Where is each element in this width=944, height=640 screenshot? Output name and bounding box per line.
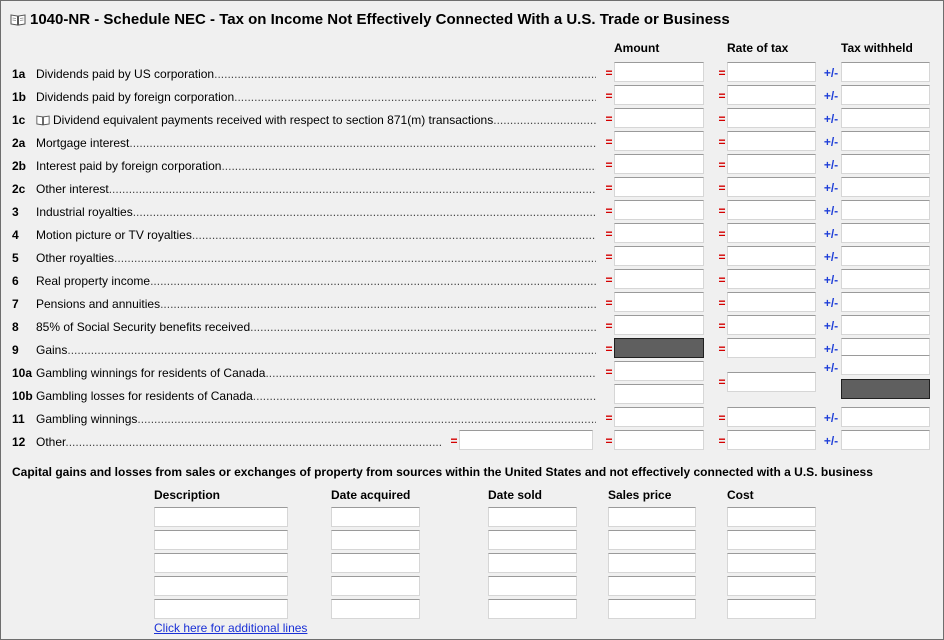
line-number: 3 bbox=[12, 205, 19, 219]
plus-minus-sign: +/- bbox=[823, 273, 839, 287]
line-number: 2a bbox=[12, 136, 26, 150]
rate-field-canada[interactable] bbox=[727, 372, 816, 392]
equals-sign: = bbox=[605, 434, 613, 448]
sales-price-field[interactable] bbox=[608, 530, 696, 550]
column-header-amount: Amount bbox=[614, 41, 660, 55]
rate-field[interactable] bbox=[727, 338, 816, 358]
sales-price-field[interactable] bbox=[608, 599, 696, 619]
equals-sign: = bbox=[605, 365, 613, 379]
rate-field[interactable] bbox=[727, 200, 816, 220]
equals-sign: = bbox=[605, 112, 613, 126]
equals-sign: = bbox=[718, 296, 726, 310]
plus-minus-sign: +/- bbox=[823, 227, 839, 241]
plus-minus-sign: +/- bbox=[823, 361, 839, 375]
amount-field[interactable] bbox=[614, 361, 704, 381]
amount-field[interactable] bbox=[614, 108, 704, 128]
line-label bbox=[36, 90, 596, 104]
equals-sign: = bbox=[605, 342, 613, 356]
line-label-text: Other interest bbox=[36, 182, 109, 196]
form-row bbox=[1, 223, 944, 246]
line-label-text: Gains bbox=[36, 343, 68, 357]
tax-withheld-field[interactable] bbox=[841, 85, 930, 105]
line-number: 12 bbox=[12, 435, 26, 449]
cost-field[interactable] bbox=[727, 530, 816, 550]
tax-withheld-field[interactable] bbox=[841, 246, 930, 266]
tax-withheld-field[interactable] bbox=[841, 355, 930, 375]
line-label bbox=[36, 412, 596, 426]
form-row bbox=[1, 131, 944, 154]
line-label bbox=[36, 389, 596, 403]
equals-sign: = bbox=[718, 319, 726, 333]
line-number: 11 bbox=[12, 412, 25, 426]
line-label-text: Real property income bbox=[36, 274, 151, 288]
line-number: 8 bbox=[12, 320, 19, 334]
equals-sign: = bbox=[718, 342, 726, 356]
amount-field[interactable] bbox=[614, 85, 704, 105]
line-number: 7 bbox=[12, 297, 19, 311]
equals-sign: = bbox=[718, 375, 726, 389]
equals-sign: = bbox=[605, 181, 613, 195]
rate-field[interactable] bbox=[727, 62, 816, 82]
form-row bbox=[1, 430, 944, 453]
cost-field[interactable] bbox=[727, 507, 816, 527]
description-field[interactable] bbox=[154, 576, 288, 596]
form-row bbox=[1, 154, 944, 177]
other-amount-field[interactable] bbox=[459, 430, 593, 450]
form-title-text: 1040-NR - Schedule NEC - Tax on Income Not Effectively Connected With a U.S. Trade or Business bbox=[30, 10, 730, 28]
line-label bbox=[36, 159, 596, 173]
form-title bbox=[10, 9, 730, 29]
line-number: 10b bbox=[12, 389, 33, 403]
line-number: 1b bbox=[12, 90, 27, 104]
plus-minus-sign: +/- bbox=[823, 250, 839, 264]
form-row bbox=[1, 62, 944, 85]
line-number: 9 bbox=[12, 343, 19, 357]
equals-sign: = bbox=[605, 89, 613, 103]
plus-minus-sign: +/- bbox=[823, 411, 839, 425]
rate-field[interactable] bbox=[727, 315, 816, 335]
line-label-text: Interest paid by foreign corporation bbox=[36, 159, 222, 173]
equals-sign: = bbox=[605, 273, 613, 287]
equals-sign: = bbox=[718, 273, 726, 287]
line-label-text: Mortgage interest bbox=[36, 136, 130, 150]
form-row bbox=[1, 200, 944, 223]
line-label-text: Other royalties bbox=[36, 251, 115, 265]
sales-price-field[interactable] bbox=[608, 553, 696, 573]
tax-withheld-field[interactable] bbox=[841, 430, 930, 450]
form-row bbox=[1, 246, 944, 269]
tax-withheld-field[interactable] bbox=[841, 223, 930, 243]
amount-field[interactable] bbox=[614, 200, 704, 220]
amount-field[interactable] bbox=[614, 62, 704, 82]
rate-field[interactable] bbox=[727, 85, 816, 105]
plus-minus-sign: +/- bbox=[823, 296, 839, 310]
column-header-rate: Rate of tax bbox=[727, 41, 789, 55]
equals-sign: = bbox=[718, 227, 726, 241]
date-sold-field[interactable] bbox=[488, 553, 577, 573]
line-label bbox=[36, 251, 596, 265]
rate-field[interactable] bbox=[727, 108, 816, 128]
cap-header-sales-price: Sales price bbox=[608, 488, 672, 502]
tax-withheld-field[interactable] bbox=[841, 315, 930, 335]
line-label-text: Dividends paid by US corporation bbox=[36, 67, 215, 81]
line-label-text: Motion picture or TV royalties bbox=[36, 228, 192, 242]
date-acquired-field[interactable] bbox=[331, 530, 420, 550]
equals-sign: = bbox=[718, 434, 726, 448]
date-sold-field[interactable] bbox=[488, 599, 577, 619]
description-field[interactable] bbox=[154, 599, 288, 619]
line-number: 1a bbox=[12, 67, 26, 81]
rate-field[interactable] bbox=[727, 292, 816, 312]
equals-sign: = bbox=[718, 158, 726, 172]
line-label-text: Dividends paid by foreign corporation bbox=[36, 90, 235, 104]
plus-minus-sign: +/- bbox=[823, 342, 839, 356]
line-number: 5 bbox=[12, 251, 19, 265]
plus-minus-sign: +/- bbox=[823, 112, 839, 126]
rate-field[interactable] bbox=[727, 223, 816, 243]
amount-field[interactable] bbox=[614, 315, 704, 335]
date-acquired-field[interactable] bbox=[331, 576, 420, 596]
tax-withheld-field[interactable] bbox=[841, 407, 930, 427]
amount-field[interactable] bbox=[614, 384, 704, 404]
date-acquired-field[interactable] bbox=[331, 507, 420, 527]
form-row bbox=[1, 177, 944, 200]
book-icon[interactable] bbox=[10, 13, 26, 26]
equals-sign: = bbox=[718, 135, 726, 149]
tax-withheld-field[interactable] bbox=[841, 292, 930, 312]
line-label bbox=[36, 182, 596, 196]
cost-field[interactable] bbox=[727, 576, 816, 596]
cap-header-cost: Cost bbox=[727, 488, 754, 502]
line-label bbox=[36, 320, 596, 334]
book-icon[interactable] bbox=[36, 114, 50, 126]
amount-field[interactable] bbox=[614, 407, 704, 427]
form-row bbox=[1, 85, 944, 108]
cap-header-date-sold: Date sold bbox=[488, 488, 543, 502]
plus-minus-sign: +/- bbox=[823, 135, 839, 149]
form-row bbox=[1, 315, 944, 338]
rate-field[interactable] bbox=[727, 269, 816, 289]
line-label bbox=[36, 343, 596, 357]
cap-header-description: Description bbox=[154, 488, 221, 502]
rate-field[interactable] bbox=[727, 430, 816, 450]
plus-minus-sign: +/- bbox=[823, 66, 839, 80]
line-label bbox=[36, 366, 596, 380]
date-sold-field[interactable] bbox=[488, 530, 577, 550]
equals-sign: = bbox=[718, 411, 726, 425]
equals-sign: = bbox=[605, 319, 613, 333]
cost-field[interactable] bbox=[727, 599, 816, 619]
amount-field[interactable] bbox=[614, 292, 704, 312]
line-number: 1c bbox=[12, 113, 26, 127]
cost-field[interactable] bbox=[727, 553, 816, 573]
equals-sign: = bbox=[718, 89, 726, 103]
line-label bbox=[36, 113, 596, 127]
line-number: 10a bbox=[12, 366, 33, 380]
equals-sign: = bbox=[450, 434, 458, 448]
line-label-text: Other bbox=[36, 435, 66, 449]
line-label bbox=[36, 67, 596, 81]
form-row bbox=[1, 338, 944, 361]
rate-field[interactable] bbox=[727, 246, 816, 266]
line-label-text: Dividend equivalent payments received with respect to section 871(m) transactions bbox=[53, 113, 494, 127]
amount-field[interactable] bbox=[614, 246, 704, 266]
plus-minus-sign: +/- bbox=[823, 89, 839, 103]
line-label bbox=[36, 297, 596, 311]
tax-withheld-field[interactable] bbox=[841, 200, 930, 220]
line-label bbox=[36, 136, 596, 150]
form-row bbox=[1, 108, 944, 131]
equals-sign: = bbox=[605, 66, 613, 80]
equals-sign: = bbox=[605, 227, 613, 241]
line-number: 6 bbox=[12, 274, 19, 288]
plus-minus-sign: +/- bbox=[823, 204, 839, 218]
amount-field-disabled bbox=[614, 338, 704, 358]
sales-price-field[interactable] bbox=[608, 576, 696, 596]
line-label-text: Pensions and annuities bbox=[36, 297, 161, 311]
equals-sign: = bbox=[718, 204, 726, 218]
tax-withheld-field[interactable] bbox=[841, 62, 930, 82]
equals-sign: = bbox=[605, 296, 613, 310]
rate-field[interactable] bbox=[727, 177, 816, 197]
line-number: 4 bbox=[12, 228, 19, 242]
amount-field[interactable] bbox=[614, 430, 704, 450]
equals-sign: = bbox=[605, 411, 613, 425]
rate-field[interactable] bbox=[727, 131, 816, 151]
equals-sign: = bbox=[605, 204, 613, 218]
rate-field[interactable] bbox=[727, 154, 816, 174]
line-number: 2c bbox=[12, 182, 26, 196]
tax-withheld-field[interactable] bbox=[841, 154, 930, 174]
additional-lines-link[interactable]: Click here for additional lines bbox=[154, 621, 308, 635]
equals-sign: = bbox=[718, 66, 726, 80]
equals-sign: = bbox=[605, 250, 613, 264]
form-row bbox=[1, 269, 944, 292]
form-row bbox=[1, 407, 944, 430]
line-label-text: Gambling winnings bbox=[36, 412, 138, 426]
line-label-text: Gambling winnings for residents of Canada bbox=[36, 366, 266, 380]
form-row bbox=[1, 292, 944, 315]
plus-minus-sign: +/- bbox=[823, 158, 839, 172]
plus-minus-sign: +/- bbox=[823, 434, 839, 448]
amount-field[interactable] bbox=[614, 269, 704, 289]
capital-gains-title: Capital gains and losses from sales or exchanges of property from sources within the United States and not effectively connected with a U.S. business bbox=[12, 465, 873, 479]
equals-sign: = bbox=[605, 158, 613, 172]
amount-field[interactable] bbox=[614, 154, 704, 174]
equals-sign: = bbox=[718, 181, 726, 195]
date-acquired-field[interactable] bbox=[331, 553, 420, 573]
tax-withheld-field[interactable] bbox=[841, 269, 930, 289]
amount-field[interactable] bbox=[614, 223, 704, 243]
date-sold-field[interactable] bbox=[488, 507, 577, 527]
equals-sign: = bbox=[718, 250, 726, 264]
line-label-text: Gambling losses for residents of Canada bbox=[36, 389, 253, 403]
date-sold-field[interactable] bbox=[488, 576, 577, 596]
tax-withheld-field[interactable] bbox=[841, 108, 930, 128]
tax-withheld-field[interactable] bbox=[841, 177, 930, 197]
tax-withheld-field-disabled bbox=[841, 379, 930, 399]
line-number: 2b bbox=[12, 159, 27, 173]
description-field[interactable] bbox=[154, 530, 288, 550]
equals-sign: = bbox=[718, 112, 726, 126]
line-label bbox=[36, 228, 596, 242]
date-acquired-field[interactable] bbox=[331, 599, 420, 619]
cap-header-date-acquired: Date acquired bbox=[331, 488, 411, 502]
amount-field[interactable] bbox=[614, 177, 704, 197]
line-label bbox=[36, 205, 596, 219]
description-field[interactable] bbox=[154, 507, 288, 527]
line-label bbox=[36, 274, 596, 288]
line-label-text: Industrial royalties bbox=[36, 205, 133, 219]
description-field[interactable] bbox=[154, 553, 288, 573]
tax-withheld-field[interactable] bbox=[841, 131, 930, 151]
column-header-withheld: Tax withheld bbox=[841, 41, 913, 55]
equals-sign: = bbox=[605, 135, 613, 149]
sales-price-field[interactable] bbox=[608, 507, 696, 527]
rate-field[interactable] bbox=[727, 407, 816, 427]
line-label bbox=[36, 435, 441, 449]
line-label-text: 85% of Social Security benefits received bbox=[36, 320, 251, 334]
amount-field[interactable] bbox=[614, 131, 704, 151]
plus-minus-sign: +/- bbox=[823, 319, 839, 333]
plus-minus-sign: +/- bbox=[823, 181, 839, 195]
